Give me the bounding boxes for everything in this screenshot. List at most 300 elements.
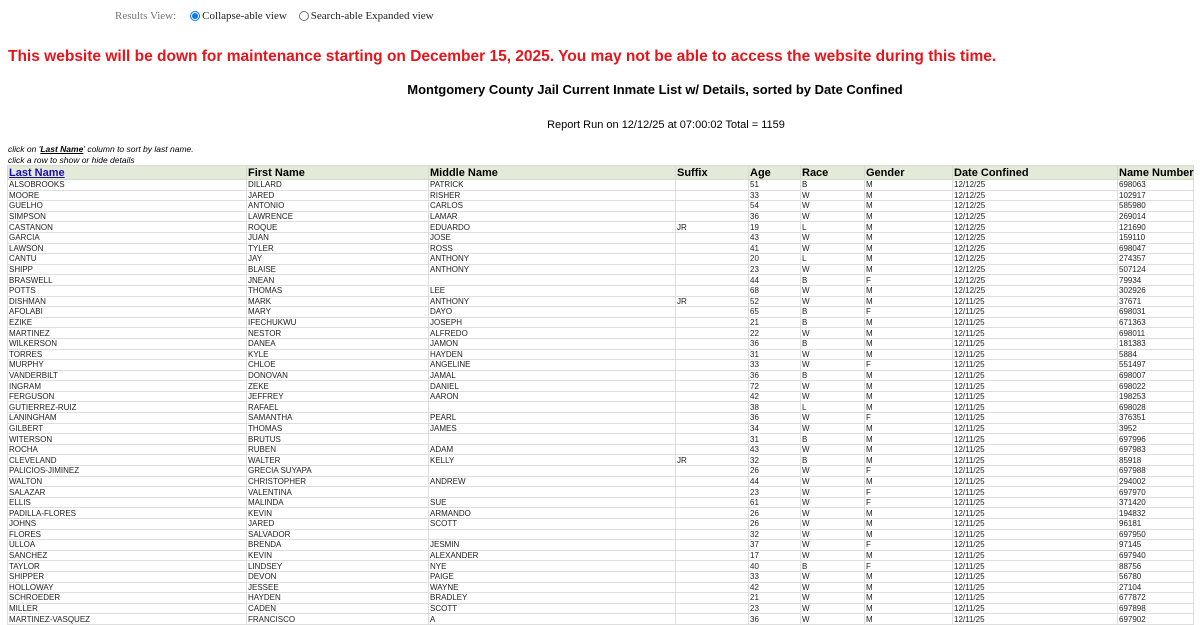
cell-first-name: JARED <box>247 190 429 201</box>
cell-middle-name <box>429 402 676 413</box>
cell-gender: M <box>865 232 953 243</box>
cell-suffix <box>676 603 749 614</box>
cell-name-number: 697988 <box>1118 466 1194 477</box>
cell-last-name: VANDERBILT <box>8 370 247 381</box>
cell-race: W <box>801 487 865 498</box>
cell-age: 44 <box>749 275 801 286</box>
cell-date-confined: 12/11/25 <box>953 497 1118 508</box>
cell-name-number: 677872 <box>1118 593 1194 604</box>
table-row[interactable] <box>8 550 1194 561</box>
cell-middle-name: ANTHONY <box>429 264 676 275</box>
cell-first-name: JESSEE <box>247 582 429 593</box>
cell-gender: M <box>865 571 953 582</box>
cell-first-name: JAY <box>247 254 429 265</box>
cell-first-name: DILLARD <box>247 180 429 191</box>
cell-name-number: 88756 <box>1118 561 1194 572</box>
cell-suffix: JR <box>676 455 749 466</box>
table-row[interactable] <box>8 307 1194 318</box>
cell-suffix <box>676 423 749 434</box>
cell-last-name: HOLLOWAY <box>8 582 247 593</box>
cell-gender: M <box>865 349 953 360</box>
cell-race: W <box>801 444 865 455</box>
cell-last-name: MARTINEZ <box>8 328 247 339</box>
cell-suffix <box>676 180 749 191</box>
results-view-selector <box>115 10 442 22</box>
cell-gender: M <box>865 243 953 254</box>
cell-race: W <box>801 508 865 519</box>
cell-middle-name: ANGELINE <box>429 360 676 371</box>
cell-age: 42 <box>749 582 801 593</box>
cell-age: 22 <box>749 328 801 339</box>
cell-race: W <box>801 571 865 582</box>
cell-last-name: CASTANON <box>8 222 247 233</box>
cell-last-name: FERGUSON <box>8 391 247 402</box>
table-row[interactable] <box>8 487 1194 498</box>
cell-first-name: MARK <box>247 296 429 307</box>
cell-date-confined: 12/12/25 <box>953 264 1118 275</box>
cell-age: 54 <box>749 201 801 212</box>
cell-name-number: 121690 <box>1118 222 1194 233</box>
collapse-view-radio[interactable] <box>190 11 200 21</box>
column-header-middle-name: Middle Name <box>429 166 676 180</box>
cell-gender: M <box>865 254 953 265</box>
cell-last-name: GARCIA <box>8 232 247 243</box>
cell-last-name: PALICIOS-JIMINEZ <box>8 466 247 477</box>
cell-name-number: 56780 <box>1118 571 1194 582</box>
cell-suffix <box>676 402 749 413</box>
table-row[interactable] <box>8 519 1194 530</box>
cell-name-number: 3952 <box>1118 423 1194 434</box>
cell-gender: M <box>865 370 953 381</box>
cell-race: W <box>801 391 865 402</box>
cell-name-number: 698031 <box>1118 307 1194 318</box>
cell-suffix: JR <box>676 296 749 307</box>
table-row[interactable] <box>8 466 1194 477</box>
cell-last-name: WILKERSON <box>8 338 247 349</box>
cell-suffix <box>676 593 749 604</box>
cell-gender: M <box>865 381 953 392</box>
cell-race: B <box>801 275 865 286</box>
table-row[interactable] <box>8 497 1194 508</box>
cell-last-name: LAWSON <box>8 243 247 254</box>
cell-date-confined: 12/11/25 <box>953 434 1118 445</box>
sort-hint-pre: click on ' <box>8 144 41 154</box>
cell-date-confined: 12/11/25 <box>953 571 1118 582</box>
table-row[interactable] <box>8 232 1194 243</box>
cell-race: W <box>801 381 865 392</box>
cell-gender: M <box>865 455 953 466</box>
cell-name-number: 697950 <box>1118 529 1194 540</box>
cell-suffix <box>676 232 749 243</box>
cell-race: W <box>801 296 865 307</box>
cell-race: W <box>801 349 865 360</box>
cell-date-confined: 12/11/25 <box>953 423 1118 434</box>
cell-date-confined: 12/11/25 <box>953 349 1118 360</box>
cell-middle-name <box>429 487 676 498</box>
cell-date-confined: 12/11/25 <box>953 317 1118 328</box>
table-row[interactable] <box>8 434 1194 445</box>
column-header-age: Age <box>749 166 801 180</box>
cell-first-name: DONOVAN <box>247 370 429 381</box>
cell-last-name: JOHNS <box>8 519 247 530</box>
cell-race: W <box>801 201 865 212</box>
table-row[interactable] <box>8 455 1194 466</box>
table-row[interactable] <box>8 180 1194 191</box>
table-row[interactable] <box>8 349 1194 360</box>
cell-suffix <box>676 561 749 572</box>
table-row[interactable] <box>8 254 1194 265</box>
cell-suffix: JR <box>676 222 749 233</box>
cell-gender: M <box>865 529 953 540</box>
table-row[interactable] <box>8 201 1194 212</box>
cell-date-confined: 12/12/25 <box>953 201 1118 212</box>
cell-first-name: CHRISTOPHER <box>247 476 429 487</box>
cell-first-name: BRUTUS <box>247 434 429 445</box>
cell-gender: M <box>865 402 953 413</box>
cell-date-confined: 12/11/25 <box>953 582 1118 593</box>
cell-name-number: 97145 <box>1118 540 1194 551</box>
cell-gender: M <box>865 508 953 519</box>
cell-gender: M <box>865 264 953 275</box>
table-row[interactable] <box>8 582 1194 593</box>
cell-name-number: 85918 <box>1118 455 1194 466</box>
cell-race: B <box>801 180 865 191</box>
cell-gender: M <box>865 603 953 614</box>
cell-gender: F <box>865 540 953 551</box>
cell-first-name: GRECIA SUYAPA <box>247 466 429 477</box>
cell-name-number: 269014 <box>1118 211 1194 222</box>
table-row[interactable] <box>8 317 1194 328</box>
cell-first-name: RAFAEL <box>247 402 429 413</box>
cell-age: 36 <box>749 413 801 424</box>
cell-name-number: 697940 <box>1118 550 1194 561</box>
cell-race: W <box>801 582 865 593</box>
cell-date-confined: 12/11/25 <box>953 307 1118 318</box>
cell-suffix <box>676 360 749 371</box>
cell-race: W <box>801 593 865 604</box>
cell-gender: F <box>865 307 953 318</box>
table-body <box>8 180 1194 625</box>
column-header-race: Race <box>801 166 865 180</box>
cell-race: B <box>801 370 865 381</box>
cell-race: W <box>801 232 865 243</box>
cell-gender: M <box>865 582 953 593</box>
cell-last-name: ALSOBROOKS <box>8 180 247 191</box>
cell-age: 36 <box>749 370 801 381</box>
cell-date-confined: 12/12/25 <box>953 275 1118 286</box>
cell-middle-name <box>429 434 676 445</box>
cell-date-confined: 12/11/25 <box>953 487 1118 498</box>
expanded-view-label: Search-able Expanded view <box>310 10 434 22</box>
cell-first-name: MARY <box>247 307 429 318</box>
cell-date-confined: 12/11/25 <box>953 296 1118 307</box>
cell-last-name: SHIPPER <box>8 571 247 582</box>
cell-date-confined: 12/12/25 <box>953 180 1118 191</box>
cell-suffix <box>676 529 749 540</box>
cell-name-number: 697902 <box>1118 614 1194 625</box>
cell-suffix <box>676 328 749 339</box>
cell-first-name: KYLE <box>247 349 429 360</box>
cell-middle-name: RISHER <box>429 190 676 201</box>
cell-suffix <box>676 476 749 487</box>
table-row[interactable] <box>8 360 1194 371</box>
table-row[interactable] <box>8 243 1194 254</box>
cell-suffix <box>676 243 749 254</box>
table-row[interactable] <box>8 444 1194 455</box>
table-row[interactable] <box>8 508 1194 519</box>
table-row[interactable] <box>8 222 1194 233</box>
cell-age: 40 <box>749 561 801 572</box>
cell-middle-name: JAMES <box>429 423 676 434</box>
cell-last-name: LANINGHAM <box>8 413 247 424</box>
cell-name-number: 698028 <box>1118 402 1194 413</box>
cell-age: 21 <box>749 593 801 604</box>
cell-date-confined: 12/11/25 <box>953 508 1118 519</box>
cell-middle-name: DANIEL <box>429 381 676 392</box>
expanded-view-option[interactable] <box>299 10 434 22</box>
cell-last-name: MILLER <box>8 603 247 614</box>
results-view-label: Results View: <box>115 10 177 22</box>
cell-middle-name: LAMAR <box>429 211 676 222</box>
table-row[interactable] <box>8 571 1194 582</box>
cell-age: 37 <box>749 540 801 551</box>
cell-race: W <box>801 285 865 296</box>
cell-gender: F <box>865 561 953 572</box>
cell-age: 23 <box>749 603 801 614</box>
cell-middle-name: ADAM <box>429 444 676 455</box>
cell-date-confined: 12/11/25 <box>953 402 1118 413</box>
table-row[interactable] <box>8 211 1194 222</box>
cell-name-number: 371420 <box>1118 497 1194 508</box>
cell-race: B <box>801 307 865 318</box>
cell-last-name: SANCHEZ <box>8 550 247 561</box>
cell-first-name: JNEAN <box>247 275 429 286</box>
cell-middle-name: ALFREDO <box>429 328 676 339</box>
table-row[interactable] <box>8 603 1194 614</box>
cell-first-name: MALINDA <box>247 497 429 508</box>
column-header-last-name <box>8 166 247 180</box>
cell-name-number: 274357 <box>1118 254 1194 265</box>
cell-name-number: 697898 <box>1118 603 1194 614</box>
cell-suffix <box>676 434 749 445</box>
cell-age: 36 <box>749 211 801 222</box>
cell-age: 38 <box>749 402 801 413</box>
cell-date-confined: 12/11/25 <box>953 360 1118 371</box>
cell-last-name: FLORES <box>8 529 247 540</box>
cell-gender: M <box>865 328 953 339</box>
cell-date-confined: 12/11/25 <box>953 476 1118 487</box>
cell-first-name: LINDSEY <box>247 561 429 572</box>
cell-middle-name: SCOTT <box>429 603 676 614</box>
cell-first-name: SALVADOR <box>247 529 429 540</box>
cell-age: 34 <box>749 423 801 434</box>
cell-name-number: 698007 <box>1118 370 1194 381</box>
cell-suffix <box>676 254 749 265</box>
cell-gender: M <box>865 211 953 222</box>
cell-name-number: 198253 <box>1118 391 1194 402</box>
table-row[interactable] <box>8 190 1194 201</box>
table-row[interactable] <box>8 540 1194 551</box>
cell-middle-name: ANTHONY <box>429 254 676 265</box>
cell-middle-name: JAMAL <box>429 370 676 381</box>
cell-race: B <box>801 434 865 445</box>
cell-suffix <box>676 381 749 392</box>
cell-age: 72 <box>749 381 801 392</box>
table-row[interactable] <box>8 338 1194 349</box>
cell-age: 44 <box>749 476 801 487</box>
cell-age: 61 <box>749 497 801 508</box>
cell-middle-name: EDUARDO <box>429 222 676 233</box>
table-row[interactable] <box>8 381 1194 392</box>
cell-last-name: INGRAM <box>8 381 247 392</box>
cell-date-confined: 12/11/25 <box>953 391 1118 402</box>
cell-age: 52 <box>749 296 801 307</box>
cell-middle-name: ARMANDO <box>429 508 676 519</box>
cell-last-name: SHIPP <box>8 264 247 275</box>
cell-race: L <box>801 254 865 265</box>
cell-age: 32 <box>749 529 801 540</box>
cell-race: W <box>801 614 865 625</box>
cell-last-name: BRASWELL <box>8 275 247 286</box>
cell-date-confined: 12/11/25 <box>953 444 1118 455</box>
table-row[interactable] <box>8 476 1194 487</box>
cell-date-confined: 12/11/25 <box>953 338 1118 349</box>
cell-date-confined: 12/11/25 <box>953 593 1118 604</box>
cell-race: W <box>801 211 865 222</box>
cell-age: 33 <box>749 360 801 371</box>
table-row[interactable] <box>8 370 1194 381</box>
table-row[interactable] <box>8 529 1194 540</box>
cell-middle-name: ANTHONY <box>429 296 676 307</box>
cell-race: B <box>801 338 865 349</box>
cell-last-name: EZIKE <box>8 317 247 328</box>
cell-last-name: POTTS <box>8 285 247 296</box>
cell-date-confined: 12/11/25 <box>953 540 1118 551</box>
cell-name-number: 697970 <box>1118 487 1194 498</box>
cell-age: 19 <box>749 222 801 233</box>
cell-age: 68 <box>749 285 801 296</box>
sort-last-name-link[interactable]: Last Name <box>9 166 65 179</box>
cell-name-number: 698022 <box>1118 381 1194 392</box>
cell-name-number: 5884 <box>1118 349 1194 360</box>
cell-age: 43 <box>749 444 801 455</box>
cell-name-number: 302926 <box>1118 285 1194 296</box>
column-header-date-confined: Date Confined <box>953 166 1118 180</box>
cell-suffix <box>676 413 749 424</box>
cell-first-name: ANTONIO <box>247 201 429 212</box>
cell-first-name: KEVIN <box>247 508 429 519</box>
cell-suffix <box>676 349 749 360</box>
cell-gender: M <box>865 444 953 455</box>
table-row[interactable] <box>8 614 1194 625</box>
cell-gender: M <box>865 296 953 307</box>
cell-last-name: GUELHO <box>8 201 247 212</box>
cell-last-name: MOORE <box>8 190 247 201</box>
cell-middle-name: JESMIN <box>429 540 676 551</box>
cell-age: 33 <box>749 190 801 201</box>
expanded-view-radio[interactable] <box>299 11 309 21</box>
table-row[interactable] <box>8 285 1194 296</box>
maintenance-banner: This website will be down for maintenance starting on December 15, 2025. You may not be able to access the website during this time. <box>8 48 997 65</box>
cell-date-confined: 12/11/25 <box>953 550 1118 561</box>
cell-gender: M <box>865 423 953 434</box>
cell-suffix <box>676 338 749 349</box>
cell-middle-name: WAYNE <box>429 582 676 593</box>
cell-middle-name: ALEXANDER <box>429 550 676 561</box>
table-row[interactable] <box>8 402 1194 413</box>
cell-date-confined: 12/11/25 <box>953 614 1118 625</box>
cell-last-name: MURPHY <box>8 360 247 371</box>
cell-gender: F <box>865 413 953 424</box>
table-row[interactable] <box>8 328 1194 339</box>
collapse-view-option[interactable] <box>190 10 287 22</box>
cell-name-number: 102917 <box>1118 190 1194 201</box>
sort-hint-post: ' column to sort by last name. <box>83 144 194 154</box>
cell-gender: M <box>865 593 953 604</box>
cell-gender: M <box>865 285 953 296</box>
cell-first-name: JEFFREY <box>247 391 429 402</box>
cell-age: 36 <box>749 338 801 349</box>
report-info: Report Run on 12/12/25 at 07:00:02 Total = 1159 <box>547 119 785 131</box>
cell-middle-name: JOSEPH <box>429 317 676 328</box>
cell-suffix <box>676 201 749 212</box>
cell-first-name: BRENDA <box>247 540 429 551</box>
cell-age: 26 <box>749 519 801 530</box>
cell-last-name: MARTINEZ-VASQUEZ <box>8 614 247 625</box>
cell-suffix <box>676 190 749 201</box>
cell-gender: M <box>865 190 953 201</box>
cell-suffix <box>676 571 749 582</box>
cell-suffix <box>676 444 749 455</box>
table-row[interactable] <box>8 391 1194 402</box>
cell-suffix <box>676 487 749 498</box>
cell-first-name: VALENTINA <box>247 487 429 498</box>
table-row[interactable] <box>8 275 1194 286</box>
table-row[interactable] <box>8 413 1194 424</box>
cell-age: 36 <box>749 614 801 625</box>
cell-age: 31 <box>749 434 801 445</box>
cell-middle-name: LEE <box>429 285 676 296</box>
cell-gender: M <box>865 614 953 625</box>
cell-last-name: ULLOA <box>8 540 247 551</box>
cell-first-name: ROQUE <box>247 222 429 233</box>
cell-date-confined: 12/11/25 <box>953 519 1118 530</box>
cell-date-confined: 12/12/25 <box>953 190 1118 201</box>
cell-race: W <box>801 243 865 254</box>
table-row[interactable] <box>8 561 1194 572</box>
cell-middle-name: ROSS <box>429 243 676 254</box>
column-header-first-name: First Name <box>247 166 429 180</box>
table-row[interactable] <box>8 593 1194 604</box>
cell-date-confined: 12/11/25 <box>953 381 1118 392</box>
cell-date-confined: 12/11/25 <box>953 455 1118 466</box>
cell-first-name: BLAISE <box>247 264 429 275</box>
cell-last-name: PADILLA-FLORES <box>8 508 247 519</box>
cell-name-number: 585980 <box>1118 201 1194 212</box>
inmate-table <box>7 165 1194 625</box>
cell-last-name: TAYLOR <box>8 561 247 572</box>
table-row[interactable] <box>8 296 1194 307</box>
cell-date-confined: 12/11/25 <box>953 328 1118 339</box>
cell-race: W <box>801 550 865 561</box>
cell-suffix <box>676 370 749 381</box>
table-row[interactable] <box>8 423 1194 434</box>
cell-middle-name <box>429 529 676 540</box>
cell-last-name: AFOLABI <box>8 307 247 318</box>
table-row[interactable] <box>8 264 1194 275</box>
cell-name-number: 159110 <box>1118 232 1194 243</box>
cell-name-number: 698011 <box>1118 328 1194 339</box>
